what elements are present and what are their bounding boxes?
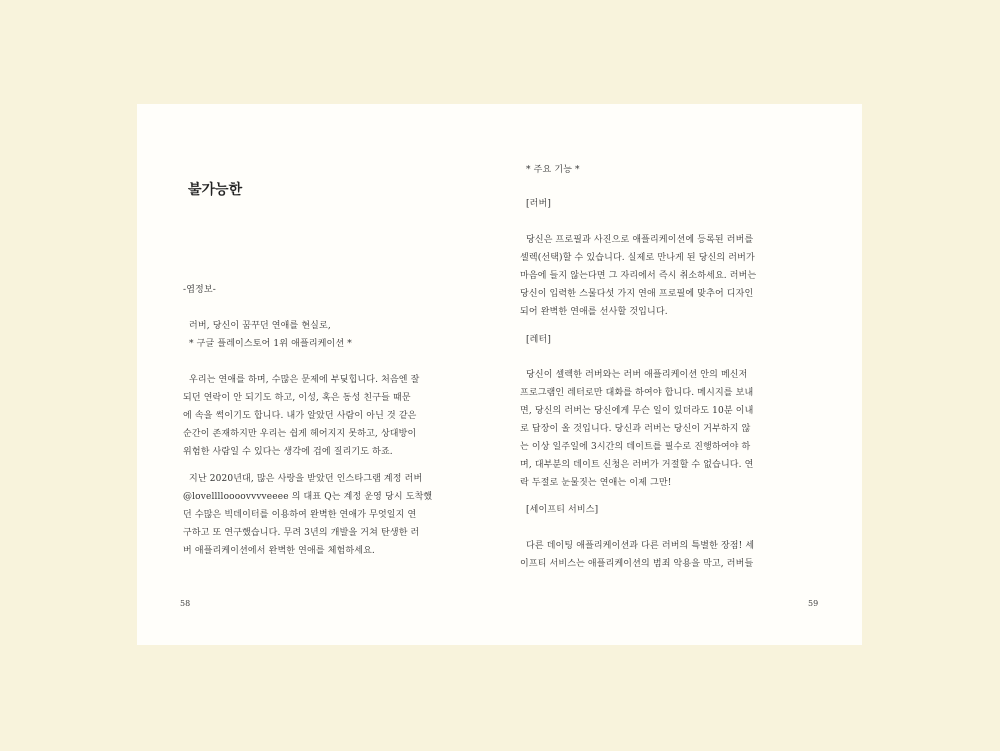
paragraph-line: 락 두절로 눈물짓는 연애는 이제 그만! bbox=[520, 478, 672, 488]
page-number: 59 bbox=[808, 599, 819, 608]
paragraph-line: 위험한 사람일 수 있다는 생각에 겁에 질리기도 하죠. bbox=[183, 447, 393, 457]
page-number: 58 bbox=[180, 599, 191, 608]
paragraph-line: 구하고 또 연구했습니다. 무려 3년의 개발을 거쳐 탄생한 러 bbox=[183, 528, 420, 538]
paragraph-line: 다른 데이팅 애플리케이션과 다른 러버의 특별한 장점! 세 bbox=[526, 541, 755, 551]
paragraph-line: 되던 연락이 안 되기도 하고, 이성, 혹은 동성 친구들 때문 bbox=[183, 393, 411, 403]
intro-line: 러버, 당신이 꿈꾸던 연애를 현실로, bbox=[189, 321, 331, 331]
section-safety-body bbox=[520, 537, 776, 573]
paragraph-line: 당신이 셀렉한 러버와는 러버 애플리케이션 안의 메신저 bbox=[526, 370, 748, 380]
book-spread bbox=[137, 104, 862, 645]
features-heading: * 주요 기능 * bbox=[526, 165, 580, 175]
section-title: [러버] bbox=[526, 199, 552, 209]
paragraph-line: 당신이 입력한 스물다섯 가지 연애 프로필에 맞추어 디자인 bbox=[520, 289, 754, 299]
section-title: [세이프티 서비스] bbox=[526, 505, 599, 515]
paragraph-line: 당신은 프로필과 사진으로 애플리케이션에 등록된 러버를 bbox=[526, 235, 754, 245]
paragraph-line: 프로그램인 레터로만 대화를 하여야 합니다. 메시지를 보내 bbox=[520, 388, 754, 398]
intro-block bbox=[183, 317, 439, 353]
paragraph-line: 로 답장이 올 것입니다. 당신과 러버는 당신이 거부하지 않 bbox=[520, 424, 751, 434]
paragraph-line: 지난 2020년대, 많은 사랑을 받았던 인스타그램 계정 러버 bbox=[189, 474, 423, 484]
chapter-title: 불가능한 bbox=[188, 182, 243, 198]
author-name: -엽정보- bbox=[183, 285, 216, 295]
section-lover bbox=[520, 195, 776, 213]
section-letter-body bbox=[520, 366, 776, 492]
section-letter bbox=[520, 331, 776, 349]
paragraph-line: 우리는 연애를 하며, 수많은 문제에 부딪힙니다. 처음엔 잘 bbox=[189, 375, 420, 385]
section-safety bbox=[520, 501, 776, 519]
paragraph-line: 마음에 들지 않는다면 그 자리에서 즉시 취소하세요. 러버는 bbox=[520, 271, 757, 281]
paragraph-line: 되어 완벽한 연애를 선사할 것입니다. bbox=[520, 307, 668, 317]
paragraph-line: 순간이 존재하지만 우리는 쉽게 헤어지지 못하고, 상대방이 bbox=[183, 429, 417, 439]
left-page bbox=[137, 104, 499, 645]
section-title: [레터] bbox=[526, 335, 552, 345]
paragraph-line: 버 애플리케이션에서 완벽한 연애를 체험하세요. bbox=[183, 546, 375, 556]
right-page bbox=[499, 104, 862, 645]
paragraph-line: 셀렉(선택)할 수 있습니다. 실제로 만나게 된 당신의 러버가 bbox=[520, 253, 755, 263]
paragraph-line: 며, 대부분의 데이트 신청은 러버가 거절할 수 없습니다. 연 bbox=[520, 460, 754, 470]
paragraph-line: 는 이상 일주일에 3시간의 데이트를 필수로 진행하여야 하 bbox=[520, 442, 751, 452]
paragraph-line: 던 수많은 빅데이터를 이용하여 완벽한 연애가 무엇일지 연 bbox=[183, 510, 417, 520]
intro-line: * 구글 플레이스토어 1위 애플리케이션 * bbox=[189, 339, 352, 349]
section-lover-body bbox=[520, 231, 776, 321]
paragraph-line: 이프티 서비스는 애플리케이션의 범죄 악용을 막고, 러버들 bbox=[520, 559, 754, 569]
paragraph-1 bbox=[183, 371, 439, 461]
paragraph-line: 에 속을 썩이기도 합니다. 내가 알았던 사람이 아닌 것 같은 bbox=[183, 411, 417, 421]
features-heading-block bbox=[520, 161, 776, 179]
author-byline bbox=[183, 281, 439, 299]
paragraph-line: @lovelllloooovvvveeee 의 대표 Q는 계정 운영 당시 도착했 bbox=[183, 492, 433, 502]
paragraph-line: 면, 당신의 러버는 당신에게 무슨 일이 있더라도 10분 이내 bbox=[520, 406, 754, 416]
paragraph-2 bbox=[183, 470, 439, 560]
